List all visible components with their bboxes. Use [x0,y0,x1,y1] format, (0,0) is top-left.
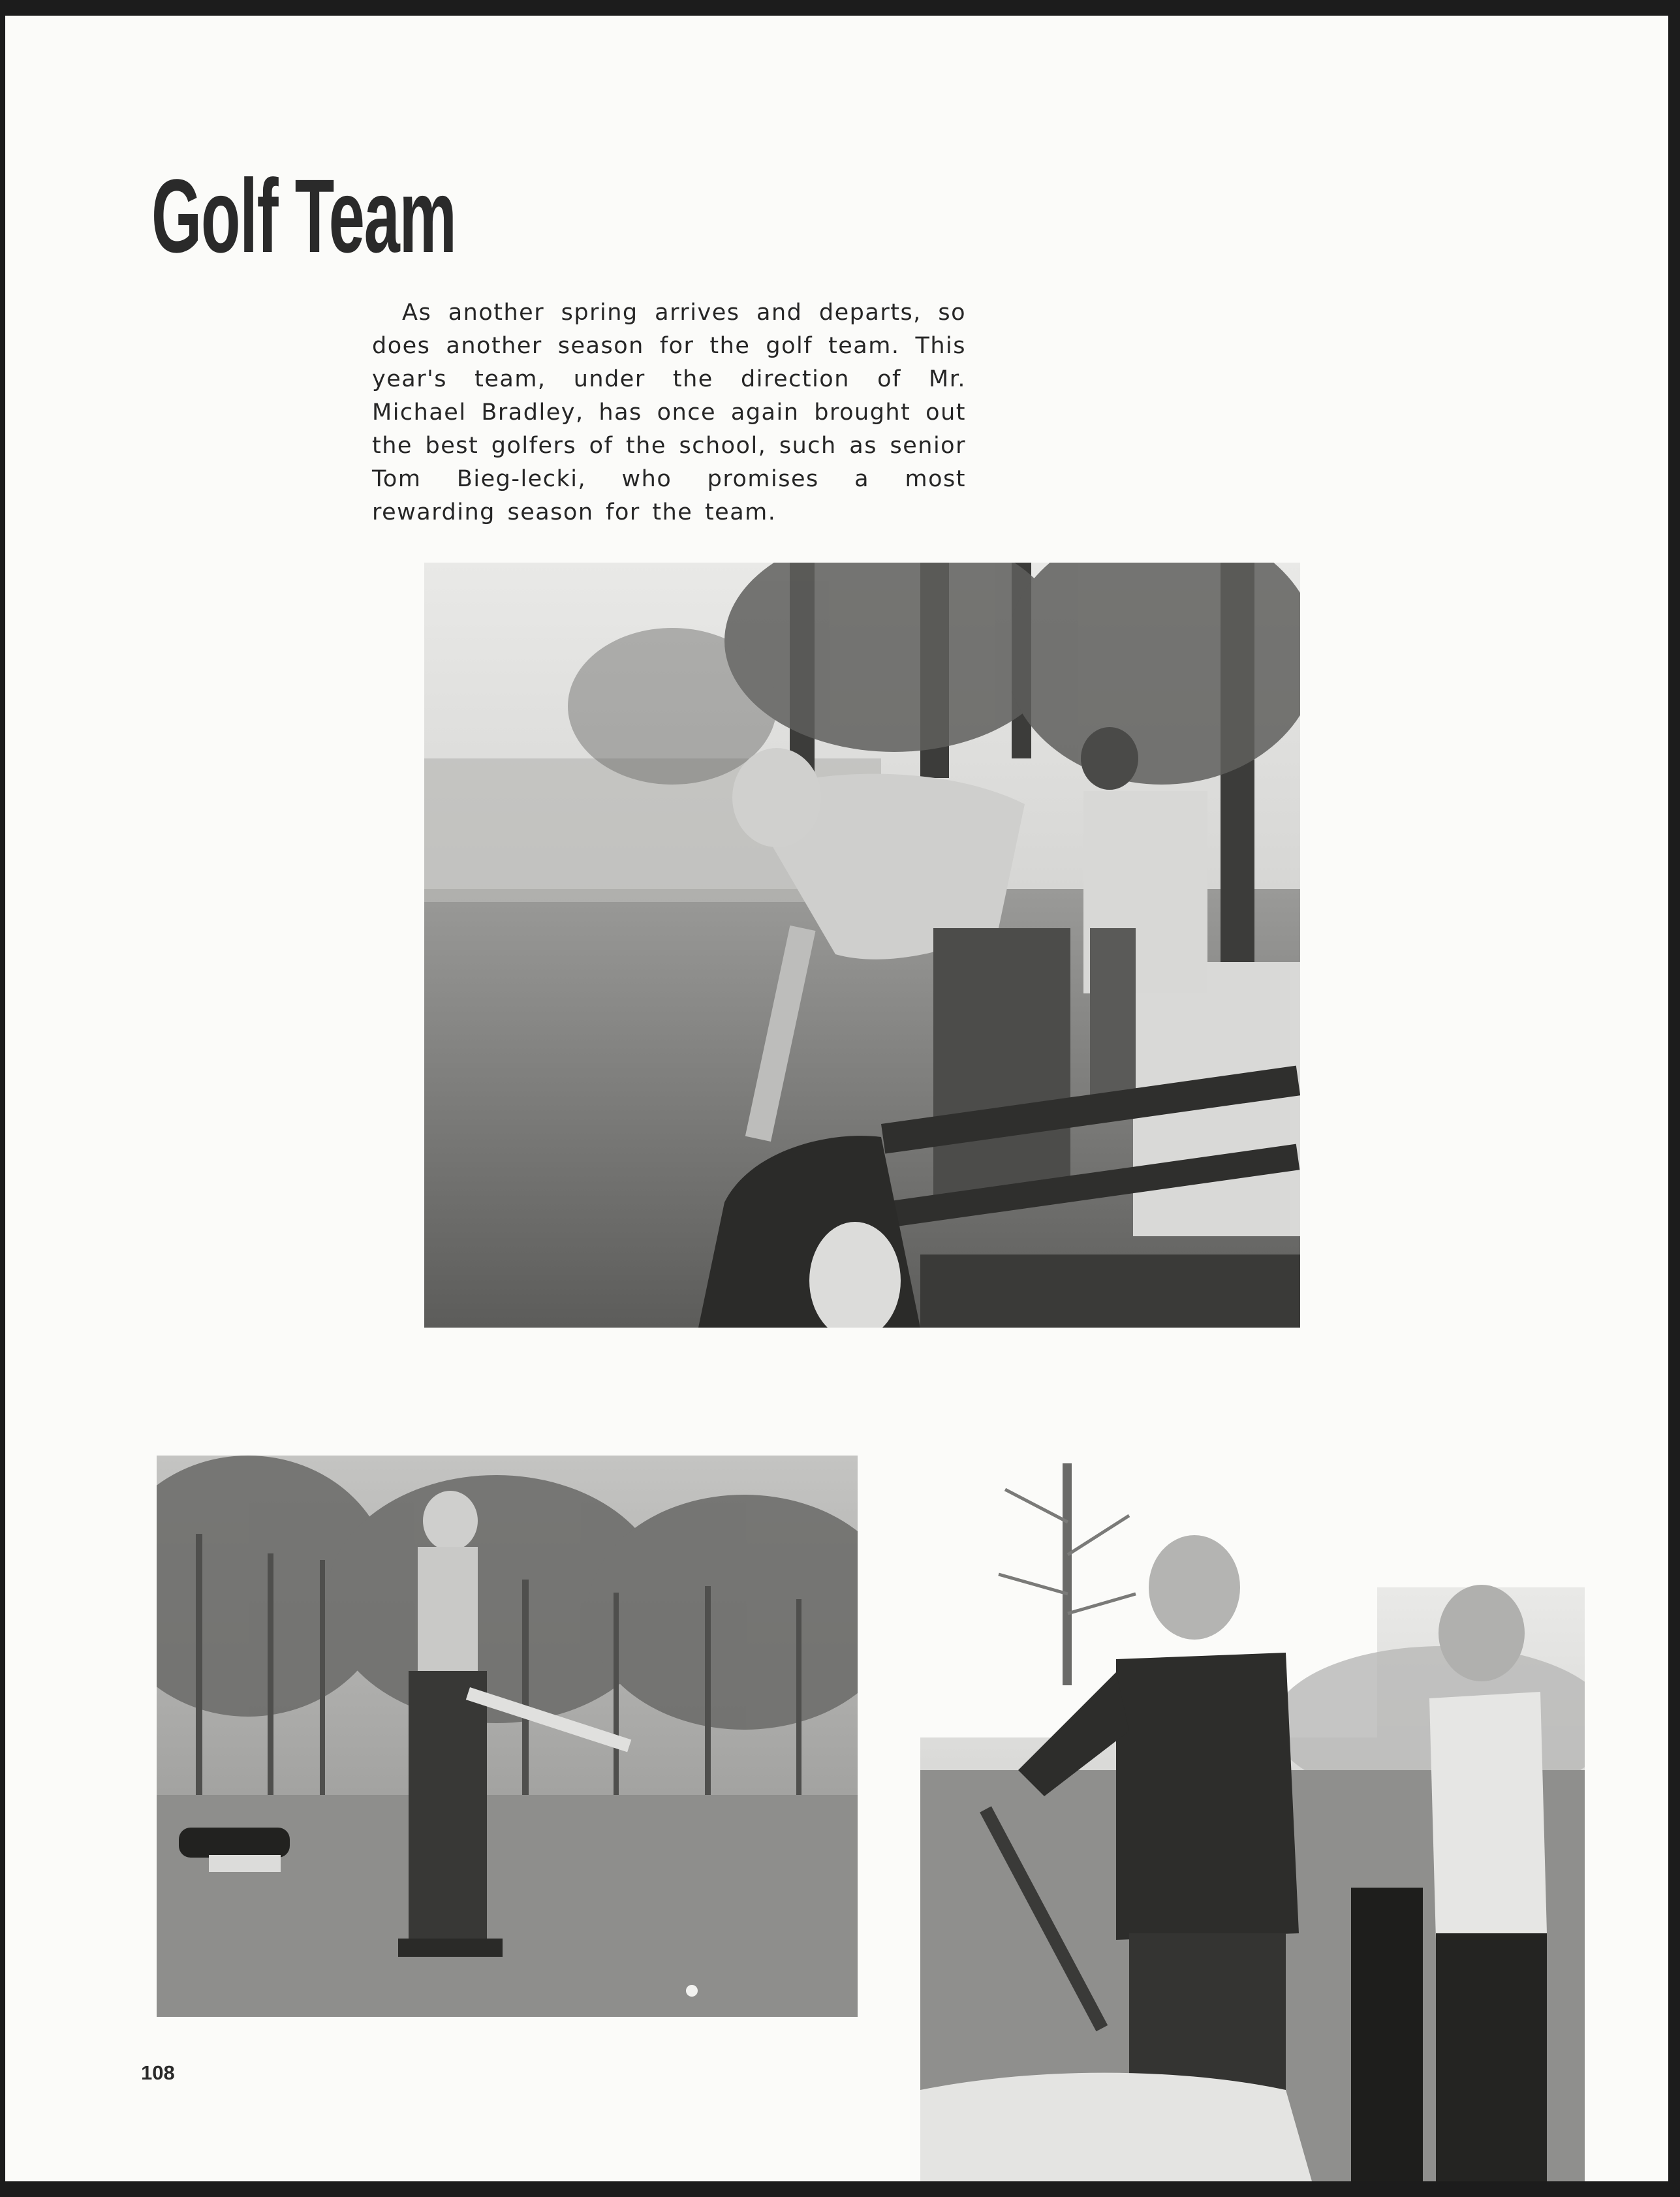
photo-golfers-with-cart-image [920,1463,1585,2181]
photo-golfer-at-bench [424,563,1300,1328]
intro-paragraph: As another spring arrives and departs, so does another season for the golf team. This year's team, under the direction of Mr. Michael Bradley, has once again brought out the best golfers of the school, such as senior Tom Bieg-lecki, who promises a most rewarding season for the team. [372,300,966,525]
photo-golfer-at-bench-image [424,563,1300,1328]
photo-golfer-swinging-image [157,1456,858,2017]
yearbook-page [5,16,1668,2181]
photo-golfers-with-cart [920,1463,1585,2181]
photo-golfer-swinging [157,1456,858,2017]
page-title: Golf Team [151,157,456,274]
page-number: 108 [141,2061,175,2084]
